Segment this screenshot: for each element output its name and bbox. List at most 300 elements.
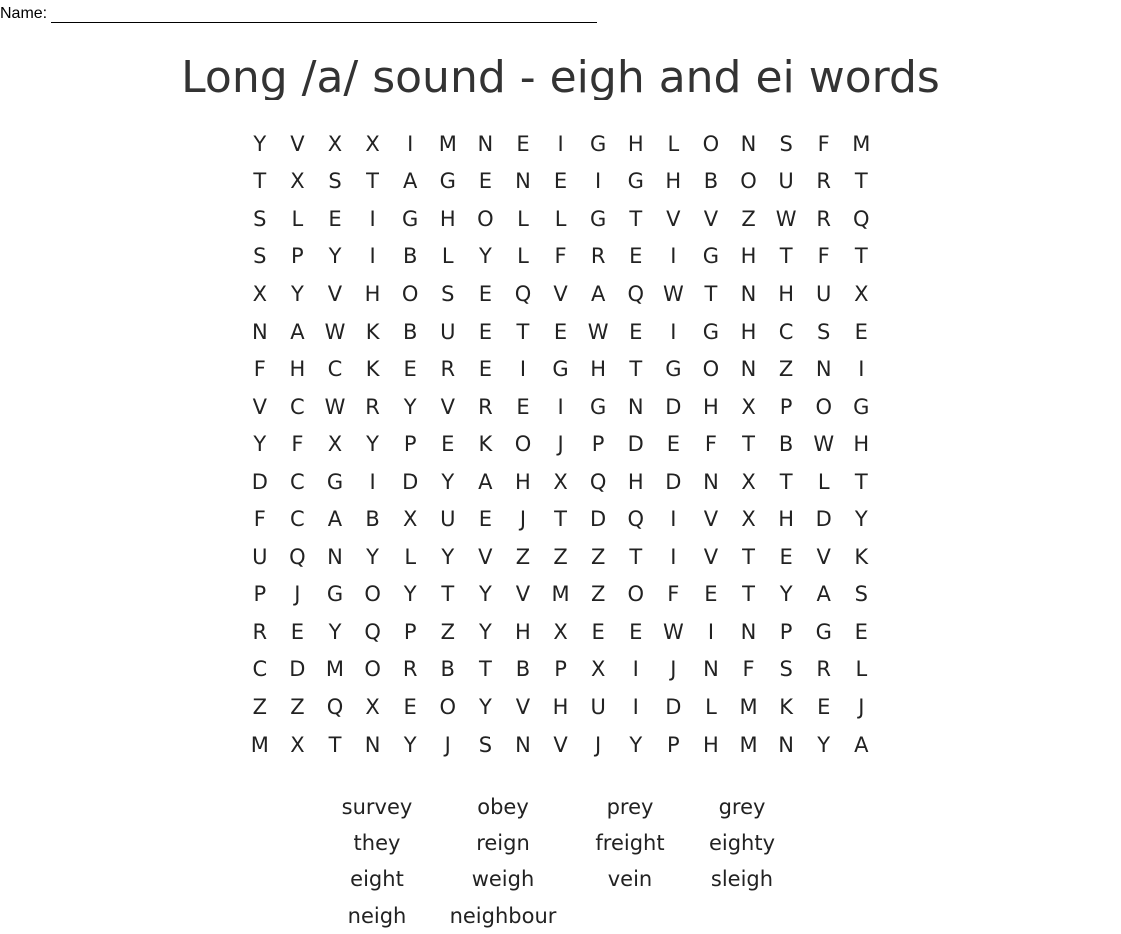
grid-cell[interactable]: C [252, 657, 268, 682]
grid-cell[interactable]: F [253, 357, 266, 382]
grid-cell[interactable]: S [854, 582, 868, 607]
word-list-item: survey [341, 795, 413, 820]
grid-cell[interactable]: P [253, 582, 267, 607]
grid-cell[interactable]: U [590, 694, 606, 719]
grid-cell[interactable]: L [554, 206, 567, 231]
grid-cell[interactable]: M [325, 657, 345, 682]
grid-cell[interactable]: I [557, 394, 564, 419]
grid-cell[interactable]: F [253, 507, 266, 532]
grid-cell[interactable]: L [667, 131, 680, 156]
grid-cell[interactable]: D [627, 432, 644, 457]
grid-cell[interactable]: X [365, 694, 380, 719]
grid-cell[interactable]: X [365, 131, 380, 156]
grid-cell[interactable]: G [702, 244, 720, 269]
grid-cell[interactable]: B [703, 169, 719, 194]
grid-cell[interactable]: D [815, 507, 832, 532]
grid-cell[interactable]: Y [854, 507, 868, 532]
grid-cell[interactable]: I [858, 357, 865, 382]
grid-cell[interactable]: K [854, 544, 869, 569]
grid-cell[interactable]: A [478, 469, 493, 494]
grid-cell[interactable]: I [670, 319, 677, 344]
grid-cell[interactable]: C [327, 357, 343, 382]
word-list-item: eighty [708, 831, 776, 856]
grid-cell[interactable]: I [557, 131, 564, 156]
grid-cell[interactable]: H [740, 244, 757, 269]
grid-cell[interactable]: V [327, 281, 343, 306]
grid-cell[interactable]: X [741, 469, 756, 494]
grid-cell[interactable]: Z [515, 544, 531, 569]
grid-cell[interactable]: O [815, 394, 832, 419]
grid-cell[interactable]: N [740, 131, 757, 156]
grid-cell[interactable]: H [740, 319, 757, 344]
grid-cell[interactable]: Y [403, 582, 417, 607]
grid-cell[interactable]: H [778, 281, 794, 306]
grid-cell[interactable]: Y [478, 244, 492, 269]
grid-cell[interactable]: X [252, 281, 267, 306]
grid-cell[interactable]: J [519, 507, 527, 532]
grid-cell[interactable]: B [778, 432, 794, 457]
grid-cell[interactable]: N [778, 732, 794, 757]
grid-cell[interactable]: M [438, 131, 457, 156]
grid-cell[interactable]: S [328, 169, 342, 194]
grid-cell[interactable]: D [251, 469, 268, 494]
grid-cell[interactable]: H [289, 357, 306, 382]
grid-cell[interactable]: E [666, 432, 680, 457]
grid-cell[interactable]: V [515, 694, 531, 719]
grid-cell[interactable]: X [327, 131, 343, 156]
grid-cell[interactable]: E [629, 619, 643, 644]
grid-cell[interactable]: I [670, 507, 677, 532]
grid-cell[interactable]: Y [478, 694, 492, 719]
grid-cell[interactable]: I [407, 131, 414, 156]
grid-cell[interactable]: M [551, 582, 570, 607]
grid-cell[interactable]: S [253, 244, 267, 269]
word-list-item: weigh [471, 867, 535, 892]
grid-cell[interactable]: R [478, 394, 493, 419]
grid-cell[interactable]: W [775, 206, 797, 231]
grid-cell[interactable]: T [704, 281, 718, 306]
grid-cell[interactable]: Z [778, 357, 794, 382]
grid-cell[interactable]: L [441, 244, 454, 269]
grid-cell[interactable]: E [516, 131, 530, 156]
grid-cell[interactable]: K [365, 319, 380, 344]
grid-cell[interactable]: T [629, 206, 643, 231]
grid-cell[interactable]: F [742, 657, 755, 682]
grid-cell[interactable]: V [440, 394, 455, 419]
grid-cell[interactable]: T [366, 169, 379, 194]
grid-cell[interactable]: B [402, 244, 418, 269]
grid-cell[interactable]: K [779, 694, 793, 719]
grid-cell[interactable]: B [365, 507, 380, 532]
grid-cell[interactable]: E [817, 694, 831, 719]
grid-cell[interactable]: R [816, 657, 831, 682]
grid-cell[interactable]: Q [627, 507, 644, 532]
grid-cell[interactable]: Y [478, 582, 492, 607]
grid-cell[interactable]: B [440, 657, 455, 682]
grid-cell[interactable]: I [707, 619, 715, 644]
grid-cell[interactable]: Y [629, 732, 643, 757]
grid-cell[interactable]: H [364, 281, 381, 306]
grid-cell[interactable]: Q [326, 694, 344, 719]
grid-cell[interactable]: P [779, 619, 793, 644]
grid-cell[interactable]: C [290, 469, 305, 494]
grid-cell[interactable]: J [670, 657, 677, 682]
grid-cell[interactable]: T [253, 169, 267, 194]
grid-cell[interactable]: O [702, 131, 720, 156]
grid-cell[interactable]: T [516, 319, 530, 344]
grid-cell[interactable]: L [291, 206, 304, 231]
grid-cell[interactable]: G [590, 206, 607, 231]
grid-cell[interactable]: N [515, 169, 531, 194]
grid-cell[interactable]: Y [366, 432, 379, 457]
grid-cell[interactable]: Y [253, 432, 267, 457]
grid-cell[interactable]: E [478, 169, 492, 194]
grid-cell[interactable]: W [813, 432, 835, 457]
grid-cell[interactable]: U [440, 507, 456, 532]
grid-cell[interactable]: Z [440, 619, 455, 644]
grid-cell[interactable]: W [324, 394, 346, 419]
grid-cell[interactable]: X [290, 732, 305, 757]
grid-cell[interactable]: Y [441, 544, 455, 569]
grid-cell[interactable]: I [369, 469, 376, 494]
grid-cell[interactable]: Y [441, 469, 455, 494]
grid-cell[interactable]: A [816, 582, 831, 607]
grid-cell[interactable]: G [627, 169, 644, 194]
grid-cell[interactable]: S [253, 206, 267, 231]
grid-cell[interactable]: H [703, 394, 719, 419]
grid-cell[interactable]: E [591, 619, 605, 644]
grid-cell[interactable]: H [627, 131, 644, 156]
grid-cell[interactable]: G [590, 131, 607, 156]
grid-cell[interactable]: G [552, 357, 569, 382]
grid-cell[interactable]: X [590, 657, 606, 682]
grid-cell[interactable]: V [252, 394, 267, 419]
grid-cell[interactable]: W [662, 619, 684, 644]
grid-cell[interactable]: G [439, 169, 456, 194]
grid-cell[interactable]: N [703, 469, 719, 494]
grid-cell[interactable]: E [290, 619, 305, 644]
grid-cell[interactable]: X [402, 507, 418, 532]
grid-cell[interactable]: U [252, 544, 268, 569]
grid-cell[interactable]: Y [328, 244, 342, 269]
grid-cell[interactable]: L [855, 657, 868, 682]
grid-cell[interactable]: N [627, 394, 644, 419]
grid-cell[interactable]: E [553, 319, 568, 344]
grid-cell[interactable]: X [290, 169, 305, 194]
grid-cell[interactable]: U [778, 169, 794, 194]
grid-cell[interactable]: B [515, 657, 531, 682]
grid-cell[interactable]: A [290, 319, 305, 344]
grid-cell[interactable]: N [740, 357, 757, 382]
grid-cell[interactable]: J [858, 694, 865, 719]
grid-cell[interactable]: X [854, 281, 869, 306]
grid-cell[interactable]: H [853, 432, 870, 457]
grid-cell[interactable]: D [590, 507, 607, 532]
grid-cell[interactable]: R [816, 206, 831, 231]
grid-cell[interactable]: H [439, 206, 456, 231]
grid-cell[interactable]: P [779, 394, 793, 419]
grid-cell[interactable]: D [665, 394, 682, 419]
grid-cell[interactable]: O [627, 582, 644, 607]
grid-cell[interactable]: N [477, 131, 494, 156]
grid-cell[interactable]: T [629, 544, 643, 569]
grid-cell[interactable]: Y [403, 732, 417, 757]
grid-cell[interactable]: I [595, 169, 602, 194]
grid-cell[interactable]: R [365, 394, 380, 419]
grid-cell[interactable]: V [666, 206, 681, 231]
grid-cell[interactable]: E [478, 319, 492, 344]
grid-cell[interactable]: Y [478, 619, 492, 644]
grid-cell[interactable]: E [441, 432, 455, 457]
grid-cell[interactable]: G [326, 582, 344, 607]
grid-cell[interactable]: P [291, 244, 304, 269]
grid-cell[interactable]: V [553, 732, 568, 757]
grid-cell[interactable]: I [670, 244, 677, 269]
grid-cell[interactable]: V [816, 544, 831, 569]
grid-cell[interactable]: H [703, 732, 719, 757]
grid-cell[interactable]: C [778, 319, 794, 344]
grid-cell[interactable]: X [553, 619, 568, 644]
grid-cell[interactable]: G [665, 357, 682, 382]
grid-cell[interactable]: K [478, 432, 493, 457]
grid-cell[interactable]: V [553, 281, 568, 306]
grid-cell[interactable]: N [740, 281, 757, 306]
grid-cell[interactable]: D [289, 657, 306, 682]
grid-cell[interactable]: E [516, 394, 530, 419]
grid-cell[interactable]: Q [289, 544, 306, 569]
grid-cell[interactable]: Q [589, 469, 607, 494]
grid-cell[interactable]: O [364, 657, 381, 682]
grid-cell[interactable]: I [369, 244, 376, 269]
grid-cell[interactable]: H [590, 357, 607, 382]
grid-cell[interactable]: Z [252, 694, 267, 719]
grid-cell[interactable]: S [817, 319, 831, 344]
grid-cell[interactable]: F [817, 131, 830, 156]
grid-cell[interactable]: E [629, 319, 643, 344]
grid-cell[interactable]: P [403, 619, 417, 644]
grid-cell[interactable]: H [515, 619, 531, 644]
grid-cell[interactable]: H [665, 169, 682, 194]
grid-cell[interactable]: O [439, 694, 457, 719]
grid-cell[interactable]: W [662, 281, 684, 306]
grid-cell[interactable]: E [854, 619, 868, 644]
grid-cell[interactable]: X [741, 394, 756, 419]
grid-cell[interactable]: I [632, 657, 639, 682]
grid-cell[interactable]: R [402, 657, 418, 682]
grid-cell[interactable]: F [704, 432, 717, 457]
grid-cell[interactable]: Y [253, 131, 267, 156]
letter-grid [241, 125, 880, 763]
grid-cell[interactable]: T [629, 357, 643, 382]
grid-cell[interactable]: Z [741, 206, 756, 231]
grid-cell[interactable]: I [670, 544, 677, 569]
grid-cell[interactable]: H [552, 694, 569, 719]
grid-cell[interactable]: V [703, 507, 719, 532]
grid-cell[interactable]: T [441, 582, 455, 607]
grid-cell[interactable]: O [514, 432, 532, 457]
grid-cell[interactable]: D [665, 469, 682, 494]
grid-cell[interactable]: E [629, 244, 643, 269]
grid-cell[interactable]: N [703, 657, 719, 682]
grid-cell[interactable]: X [741, 507, 756, 532]
word-bank [320, 789, 796, 934]
grid-cell[interactable]: E [478, 507, 492, 532]
grid-cell[interactable]: S [441, 281, 455, 306]
grid-cell[interactable]: T [779, 469, 793, 494]
grid-cell[interactable]: C [290, 394, 305, 419]
grid-cell[interactable]: F [554, 244, 567, 269]
grid-cell[interactable]: V [478, 544, 493, 569]
grid-cell[interactable]: H [515, 469, 531, 494]
grid-cell[interactable]: Z [290, 694, 305, 719]
grid-cell[interactable]: U [816, 281, 832, 306]
grid-cell[interactable]: A [327, 507, 343, 532]
grid-cell[interactable]: Y [290, 281, 304, 306]
grid-cell[interactable]: G [326, 469, 344, 494]
grid-cell[interactable]: E [328, 206, 342, 231]
grid-cell[interactable]: T [854, 169, 868, 194]
grid-cell[interactable]: T [742, 582, 755, 607]
grid-cell[interactable]: D [665, 694, 682, 719]
grid-cell[interactable]: S [478, 732, 493, 757]
grid-cell[interactable]: N [364, 732, 381, 757]
grid-cell[interactable]: R [816, 169, 831, 194]
grid-cell[interactable]: P [591, 432, 605, 457]
grid-cell[interactable]: F [667, 582, 680, 607]
word-list-item: they [353, 831, 401, 856]
grid-cell[interactable]: L [517, 206, 529, 231]
word-list-item: obey [477, 795, 529, 820]
grid-cell[interactable]: J [444, 732, 451, 757]
grid-cell[interactable]: A [402, 169, 418, 194]
grid-cell[interactable]: O [401, 281, 419, 306]
grid-cell[interactable]: W [324, 319, 346, 344]
grid-cell[interactable]: M [739, 732, 758, 757]
grid-cell[interactable]: A [854, 732, 869, 757]
grid-cell[interactable]: F [817, 244, 830, 269]
grid-cell[interactable]: G [702, 319, 720, 344]
word-list-item: vein [607, 867, 653, 892]
grid-cell[interactable]: E [704, 582, 718, 607]
grid-cell[interactable]: X [327, 432, 343, 457]
grid-cell[interactable]: A [590, 281, 606, 306]
grid-cell[interactable]: N [515, 732, 531, 757]
grid-cell[interactable]: P [666, 732, 680, 757]
grid-cell[interactable]: C [290, 507, 305, 532]
grid-cell[interactable]: O [702, 357, 720, 382]
grid-cell[interactable]: M [852, 131, 871, 156]
grid-cell[interactable]: U [440, 319, 456, 344]
grid-cell[interactable]: I [632, 694, 639, 719]
grid-cell[interactable]: G [853, 394, 870, 419]
grid-cell[interactable]: H [627, 469, 644, 494]
grid-cell[interactable]: R [440, 357, 456, 382]
grid-cell[interactable]: Z [590, 582, 606, 607]
grid-cell[interactable]: O [477, 206, 494, 231]
grid-cell[interactable]: D [402, 469, 419, 494]
grid-cell[interactable]: K [365, 357, 380, 382]
grid-cell[interactable]: R [252, 619, 268, 644]
grid-cell[interactable]: E [403, 357, 417, 382]
grid-cell[interactable]: Q [627, 281, 644, 306]
grid-cell[interactable]: V [515, 582, 531, 607]
name-underline [51, 8, 597, 23]
grid-cell[interactable]: B [402, 319, 418, 344]
grid-cell[interactable]: M [250, 732, 269, 757]
grid-cell[interactable]: R [590, 244, 606, 269]
grid-cell[interactable]: F [291, 432, 304, 457]
grid-cell[interactable]: T [854, 244, 868, 269]
grid-cell[interactable]: V [703, 206, 719, 231]
grid-cell[interactable]: Z [553, 544, 568, 569]
grid-cell[interactable]: T [554, 507, 567, 532]
grid-cell[interactable]: E [478, 281, 492, 306]
grid-cell[interactable]: O [364, 582, 381, 607]
grid-cell[interactable]: Q [853, 206, 870, 231]
grid-cell[interactable]: T [854, 469, 868, 494]
grid-cell[interactable]: T [742, 432, 755, 457]
grid-cell[interactable]: E [854, 319, 868, 344]
grid-cell[interactable]: E [403, 694, 417, 719]
grid-cell[interactable]: G [402, 206, 419, 231]
grid-cell[interactable]: N [327, 544, 343, 569]
grid-cell[interactable]: I [369, 206, 376, 231]
grid-cell[interactable]: P [403, 432, 417, 457]
grid-cell[interactable]: M [739, 694, 758, 719]
grid-cell[interactable]: W [587, 319, 609, 344]
grid-cell[interactable]: L [705, 694, 717, 719]
grid-cell[interactable]: Q [514, 281, 532, 306]
grid-cell[interactable]: P [554, 657, 567, 682]
grid-cell[interactable]: E [478, 357, 492, 382]
grid-cell[interactable]: G [590, 394, 607, 419]
grid-cell[interactable]: J [557, 432, 564, 457]
grid-cell[interactable]: X [553, 469, 568, 494]
grid-cell[interactable]: T [779, 244, 793, 269]
grid-cell[interactable]: L [517, 244, 529, 269]
grid-cell[interactable]: T [328, 732, 342, 757]
grid-cell[interactable]: N [251, 319, 268, 344]
grid-cell[interactable]: N [740, 619, 757, 644]
grid-cell[interactable]: Y [366, 544, 379, 569]
grid-cell[interactable]: Y [403, 394, 417, 419]
grid-cell[interactable]: E [553, 169, 568, 194]
grid-cell[interactable]: Y [817, 732, 831, 757]
word-list-item: prey [606, 795, 654, 820]
grid-cell[interactable]: Q [364, 619, 381, 644]
grid-cell[interactable]: V [290, 131, 305, 156]
grid-cell[interactable]: H [778, 507, 794, 532]
grid-cell[interactable]: G [815, 619, 832, 644]
grid-cell[interactable]: Y [779, 582, 793, 607]
grid-cell[interactable]: I [519, 357, 527, 382]
grid-cell[interactable]: J [595, 732, 602, 757]
grid-cell[interactable]: V [703, 544, 719, 569]
grid-cell[interactable]: L [404, 544, 417, 569]
grid-cell[interactable]: N [815, 357, 832, 382]
grid-cell[interactable]: J [294, 582, 301, 607]
name-label: Name: [0, 5, 48, 22]
grid-cell[interactable]: Z [590, 544, 606, 569]
grid-cell[interactable]: T [742, 544, 755, 569]
grid-cell[interactable]: L [817, 469, 830, 494]
grid-cell[interactable]: E [779, 544, 793, 569]
grid-cell[interactable]: Y [328, 619, 342, 644]
grid-cell[interactable]: S [779, 131, 793, 156]
grid-cell[interactable]: O [740, 169, 757, 194]
grid-cell[interactable]: T [478, 657, 492, 682]
grid-cell[interactable]: S [779, 657, 793, 682]
